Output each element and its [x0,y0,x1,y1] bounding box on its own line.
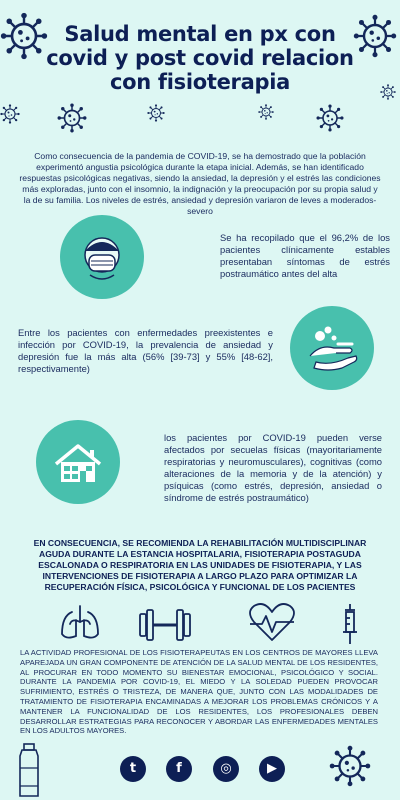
lungs-icon [62,606,98,638]
heartbeat-icon [250,604,294,640]
virus-icon [58,104,87,133]
syringe-icon [343,604,357,644]
virus-icon [316,104,343,131]
virus-icon [328,744,372,788]
page-title: Salud mental en px con covid y post covid relacion con fisioterapia [46,22,354,94]
handwashing-icon [290,306,374,390]
activity-paragraph: LA ACTIVIDAD PROFESIONAL DE LOS FISIOTERAPEUTAS EN LOS CENTROS DE MAYORES LLEVA APAREJADA UN GRAN COMPONENTE DE ATENCIÓN DE LA SALUD MENTAL DE LOS RESIDENTES, AL PROCURAR EN TODO MOMENTO SU BIENESTAR EMOCIONAL, PSICOLÓGICO Y SOCIAL. DURANTE LA PANDEMIA POR COVID-19, EL MIEDO Y LA SOLEDAD PUEDEN PROVOCAR SUFRIMIENTO, ESTRÉS O TRISTEZA, DE MANERA QUE, JUNTO CON LAS MODALIDADES DE TRATAMIENTO DE FISIOTERAPIA ENCAMINADAS A MEJORAR LOS PROBLEMAS CRÓNICOS Y A MANTENER LA FUNCIONALIDAD DE LOS RESIDENTES, LOS PROFESIONALES DEBEN DESARROLLAR ESTRATEGIAS PARA RECONOCER Y ABORDAR LAS ENFERMEDADES MENTALES EN LOS ADULTOS MAYORES. [20,648,378,736]
icon-row [0,600,400,646]
fact-ptsd: Se ha recopilado que el 96,2% de los pacientes clínicamente estables presentaban síntomas de estrés postraumático antes del alta [220,232,390,279]
virus-icon [0,104,19,123]
facebook-icon[interactable]: f [166,756,192,782]
virus-icon [380,84,395,99]
twitter-icon[interactable]: t [120,756,146,782]
house-icon [36,420,120,504]
recommendation: EN CONSECUENCIA, SE RECOMIENDA LA REHABILITACIÓN MULTIDISCIPLINAR AGUDA DURANTE LA ESTANCIA HOSPITALARIA, FISIOTERAPIA POSTAGUDA ESCALONADA O RESPIRATORIA EN LAS UNIDADES DE FISIOTERAPIA, Y LAS INTERVENCIONES DE FISIOTERAPIA A LARGO PLAZO PARA OPTIMIZAR LA RECUPERACIÓN FÍSICA, PSICOLÓGICA Y FUNCIONAL DE LOS PACIENTES [33,538,367,592]
instagram-icon[interactable]: ◎ [213,756,239,782]
mask-face-icon [60,215,144,299]
dumbbell-icon [140,610,190,640]
fact-sequelae: los pacientes por COVID-19 pueden verse afectados por secuelas físicas (mayoritariamente respiratorias y neuromusculares), cognitivas (como alteraciones de la memoria y de la atención) y psíquicas (como estrés, depresión, ansiedad o síndrome de estrés postraumático) [164,432,382,503]
intro-paragraph: Como consecuencia de la pandemia de COVID-19, se ha demostrado que la población experimentó angustia psicológica durante la etapa inicial. Además, se han identificado respuestas psicológicas negativas, siendo la ansiedad, la depresión y el estrés las condiciones más exploradas, junto con el insomnio, la indignación y la preocupación por su propia salud y la de su familia. Los niveles de estrés, ansiedad y depresión variaron de leves a moderados-severo [19,151,381,216]
virus-icon [354,15,396,57]
youtube-icon[interactable]: ▶ [259,756,285,782]
virus-icon [258,104,273,119]
bottle-icon [14,742,44,800]
fact-comorbid: Entre los pacientes con enfermedades preexistentes e infección por COVID-19, la prevalencia de ansiedad y depresión fue la más alta (56% [39-73] y 55% [48-62], respectivamente) [18,327,273,374]
virus-icon [147,104,164,121]
